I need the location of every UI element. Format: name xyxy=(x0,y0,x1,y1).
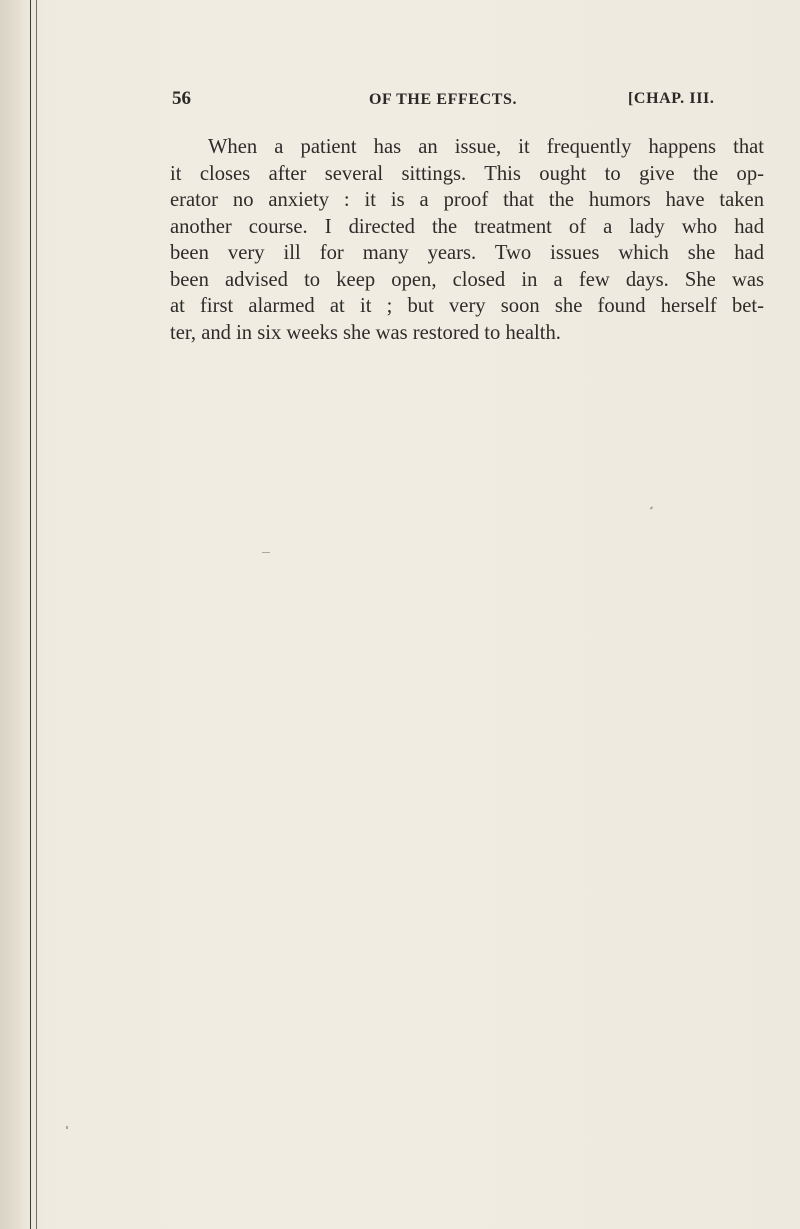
text-line: been very ill for many years. Two issues which she had xyxy=(170,242,764,264)
text-line: When a patient has an issue, it frequently happens that xyxy=(208,136,764,158)
text-line: it closes after several sittings. This ought to give the op- xyxy=(170,162,764,185)
body-paragraph xyxy=(170,134,764,346)
page-number: 56 xyxy=(172,88,191,109)
text-line: erator no anxiety : it is a proof that the humors have taken xyxy=(170,189,764,211)
text-line: another course. I directed the treatment of a lady who had xyxy=(170,215,764,238)
paper-speck xyxy=(262,552,270,553)
paper-speck xyxy=(66,1126,68,1129)
gutter-shadow xyxy=(0,0,26,1229)
chapter-reference: [CHAP. III. xyxy=(628,90,715,107)
text-line: ter, and in six weeks she was restored to health. xyxy=(170,321,561,344)
page-header xyxy=(172,88,764,114)
text-line: been advised to keep open, closed in a few days. She was xyxy=(170,268,764,291)
paper-speck xyxy=(650,506,654,509)
gutter-line xyxy=(30,0,31,1229)
gutter-line xyxy=(36,0,37,1229)
text-line: at first alarmed at it ; but very soon she found herself bet- xyxy=(170,295,764,317)
running-head: OF THE EFFECTS. xyxy=(369,91,518,108)
